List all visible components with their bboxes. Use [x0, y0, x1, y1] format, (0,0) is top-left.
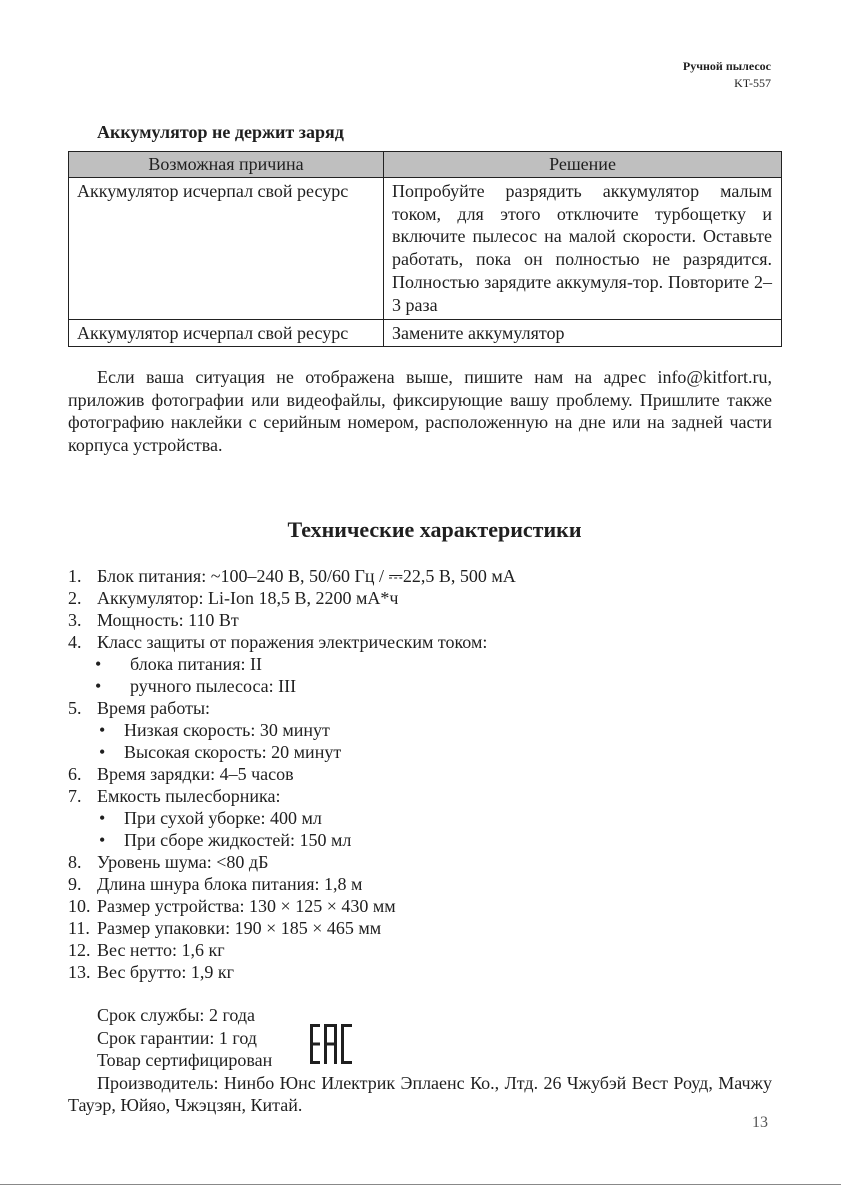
bullet-icon: • [99, 830, 106, 850]
item-number: 5. [68, 698, 82, 718]
table-row [69, 177, 782, 319]
table-header-row [69, 152, 782, 178]
page-number: 13 [752, 1114, 768, 1131]
footer-info [68, 1004, 772, 1117]
item-text: Размер упаковки: 190 × 185 × 465 мм [97, 918, 382, 938]
item-number: 7. [68, 786, 82, 806]
item-number: 11. [68, 918, 90, 938]
header-model: KT-557 [734, 76, 771, 90]
service-life: Срок службы: 2 года [97, 1005, 256, 1025]
item-number: 6. [68, 764, 82, 784]
item-text: Уровень шума: <80 дБ [97, 852, 269, 872]
certification-note: Товар сертифицирован [97, 1050, 273, 1070]
bullet-icon: • [99, 808, 106, 828]
item-text: Высокая скорость: 20 минут [124, 742, 342, 762]
item-number: 1. [68, 566, 82, 586]
specs-heading: Технические характеристики [287, 517, 582, 542]
item-number: 9. [68, 874, 82, 894]
item-text: Низкая скорость: 30 минут [124, 720, 330, 740]
item-text: Аккумулятор: Li-Ion 18,5 В, 2200 мА*ч [97, 588, 399, 608]
solution-cell: Замените аккумулятор [384, 319, 782, 347]
item-text: Время работы: [97, 698, 211, 718]
item-text: Длина шнура блока питания: 1,8 м [97, 874, 363, 894]
item-text: Класс защиты от поражения электрическим током: [97, 632, 488, 652]
item-number: 3. [68, 610, 82, 630]
bullet-icon: • [95, 654, 102, 674]
item-number: 12. [68, 940, 91, 960]
running-header [683, 58, 771, 92]
item-text: Вес брутто: 1,9 кг [97, 962, 234, 982]
table-row [69, 319, 782, 347]
bullet-icon: • [99, 720, 106, 740]
item-text: При сухой уборке: 400 мл [124, 808, 322, 828]
column-header-cause: Возможная причина [69, 152, 384, 178]
item-number: 4. [68, 632, 82, 652]
item-number: 2. [68, 588, 82, 608]
cause-cell: Аккумулятор исчерпал свой ресурс [69, 177, 384, 319]
item-text: блока питания: II [130, 654, 263, 674]
item-text: Размер устройства: 130 × 125 × 430 мм [97, 896, 396, 916]
section-title: Аккумулятор не держит заряд [97, 122, 344, 142]
item-text: Блок питания: ~100–240 В, 50/60 Гц / ⎓22,5 В, 500 мА [97, 566, 516, 586]
cause-cell: Аккумулятор исчерпал свой ресурс [69, 319, 384, 347]
bullet-icon: • [95, 676, 102, 696]
eac-mark-icon [310, 1024, 352, 1064]
item-text: При сборе жидкостей: 150 мл [124, 830, 352, 850]
column-header-solution: Решение [384, 152, 782, 178]
warranty-period: Срок гарантии: 1 год [97, 1027, 257, 1048]
troubleshooting-table [68, 151, 782, 347]
item-text: Время зарядки: 4–5 часов [97, 764, 294, 784]
item-text: Вес нетто: 1,6 кг [97, 940, 225, 960]
item-number: 10. [68, 896, 91, 916]
item-number: 13. [68, 962, 91, 982]
contact-paragraph: Если ваша ситуация не отображена выше, пишите нам на адрес info@kitfort.ru, приложив фотографии или видеофайлы, фиксирующие вашу проблему. Пришлите также фотографию наклейки с серийным номером, расположенную на дне или на задней части корпуса устройства. [68, 367, 772, 455]
item-number: 8. [68, 852, 82, 872]
item-text: Емкость пылесборника: [97, 786, 281, 806]
solution-cell: Попробуйте разрядить аккумулятор малым током, для этого отключите турбощетку и включите пылесос на малой скорости. Оставьте работать, пока он полностью не разрядится. Полностью зарядите аккумуля-тор. Повторите 2–3 раза [384, 177, 782, 319]
bottom-divider [0, 1184, 841, 1185]
bullet-icon: • [99, 742, 106, 762]
manufacturer-info: Производитель: Нинбо Юнс Илектрик Эплаенс Ко., Лтд. 26 Чжубэй Вест Роуд, Мачжу Тауэр, Юйяо, Чжэцзян, Китай. [68, 1072, 772, 1115]
item-text: Мощность: 110 Вт [97, 610, 239, 630]
header-title: Ручной пылесос [682, 59, 771, 73]
item-text: ручного пылесоса: III [130, 676, 297, 696]
